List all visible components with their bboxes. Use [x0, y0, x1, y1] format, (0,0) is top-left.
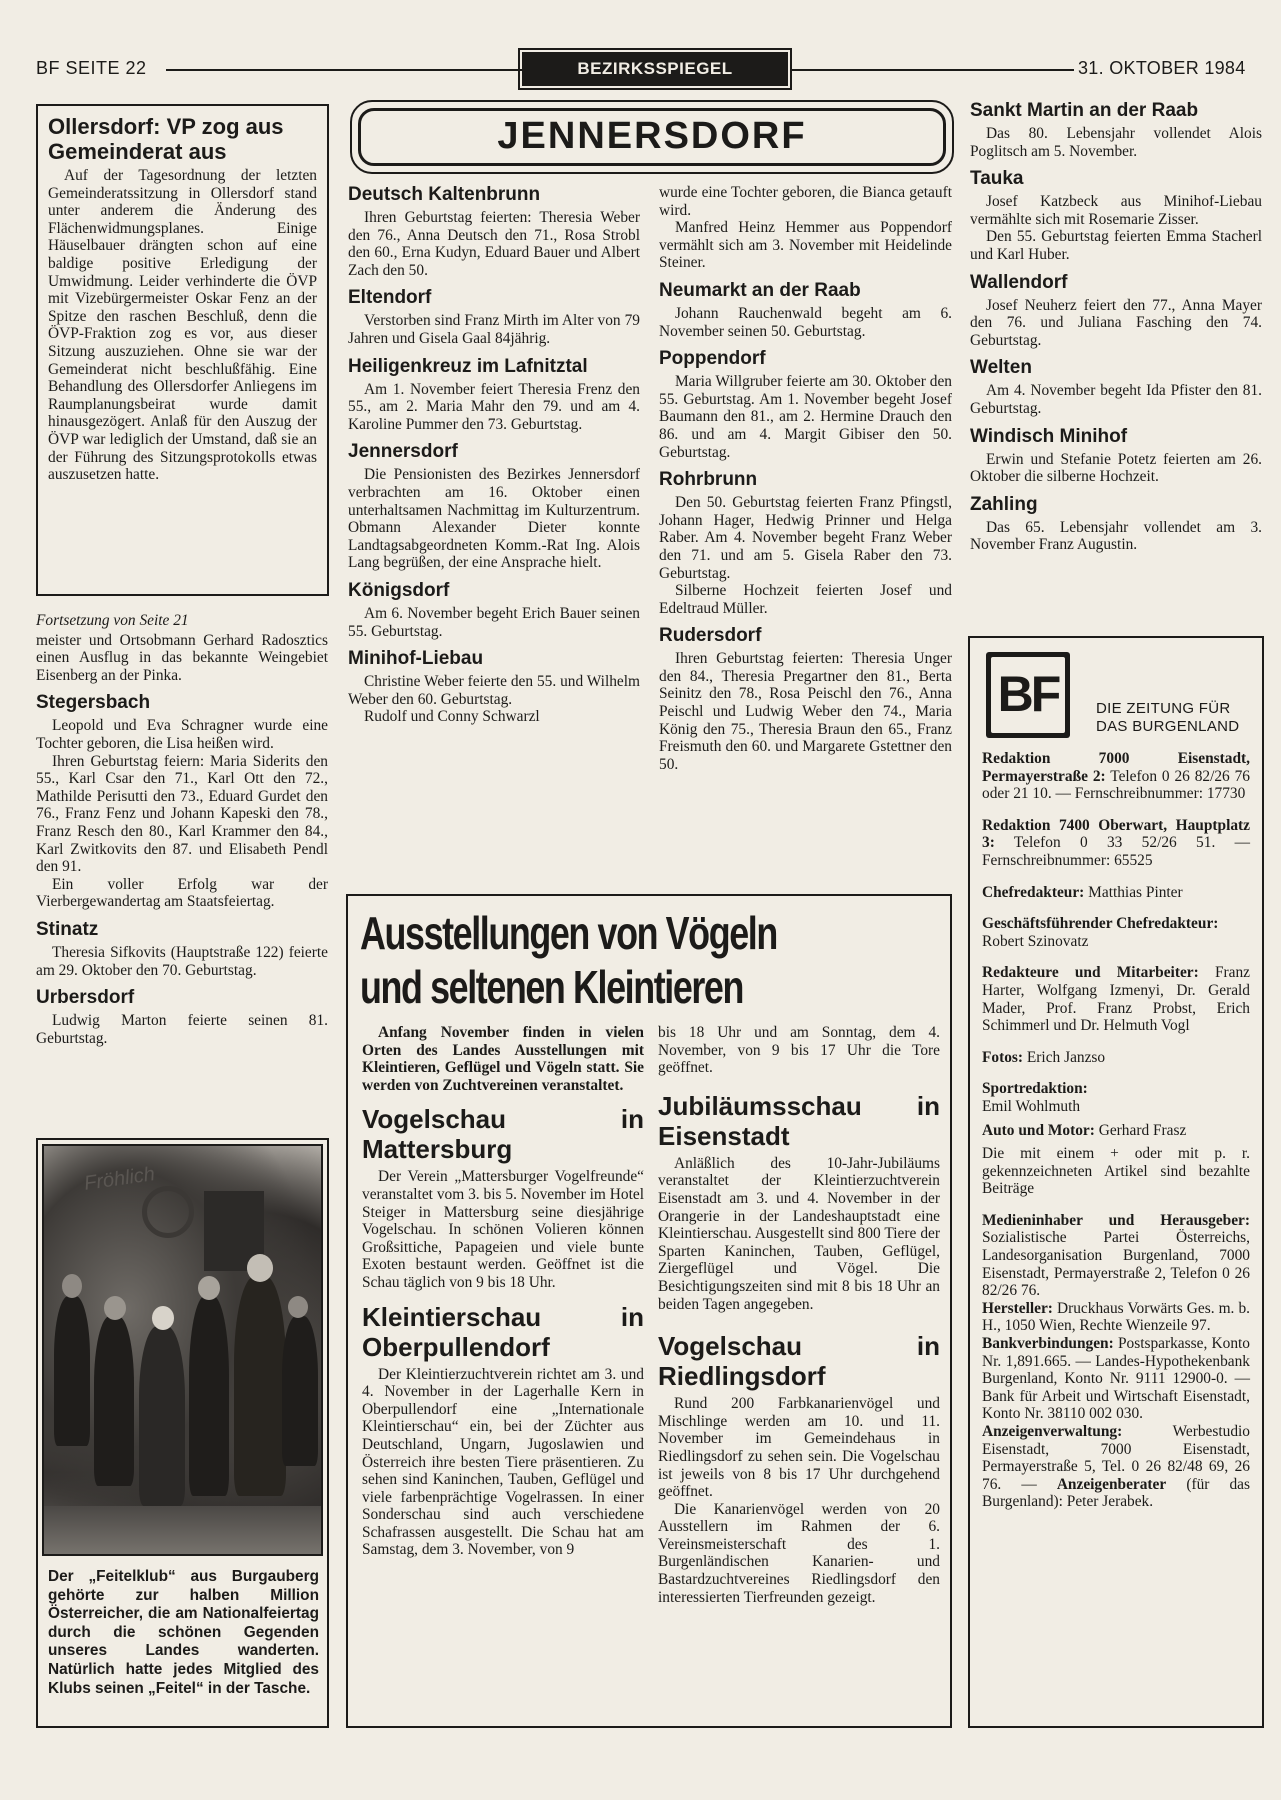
eisenstadt-head: Jubiläumsschau in Eisenstadt: [658, 1090, 940, 1151]
windisch-minihof-head: Windisch Minihof: [970, 425, 1128, 447]
chefredakteur: Chefredakteur: Matthias Pinter: [982, 883, 1183, 901]
koenigsdorf-head: Königsdorf: [348, 579, 450, 601]
face: [104, 1296, 126, 1320]
riedlingsdorf-p1: Rund 200 Farbkanarienvögel und Mischlinge werden am 10. und 11. November im Gemeindehaus in Riedlingsdorf zu sehen sein. Die Vogelschau ist jeweils von 8 bis 17 Uhr durchgehend geöffnet.: [658, 1395, 940, 1501]
deutsch-kaltenbrunn-head: Deutsch Kaltenbrunn: [348, 184, 541, 205]
stegersbach-p2: Ihren Geburtstag feiern: Maria Siderits den 55., Karl Csar den 71., Karl Ott den 72., Mathilde Perisutti den 73., Eduard Gurdet den 76., Franz Fenz und Johann Kapeski den 78., Franz Resch den 80., Karl Krammer den 84., Karl Zwitkovits den 87. und Elisabeth Pendl den 91.: [36, 752, 328, 876]
exhibition-title-line-2: und seltenen Kleintieren: [360, 961, 743, 1013]
sankt-martin-head: Sankt Martin an der Raab: [970, 100, 1199, 121]
stinatz-head: Stinatz: [36, 918, 99, 940]
figure: [139, 1326, 185, 1506]
tagline: [1096, 700, 1239, 736]
photo-sign: Fröhlich: [82, 1163, 157, 1195]
urbersdorf-text: Ludwig Marton feierte seinen 81. Geburtstag.: [36, 1012, 328, 1047]
ollersdorf-paragraph: Auf der Tagesordnung der letzten Gemeinderatssitzung in Ollersdorf stand unter anderem die Änderung des Flächenwidmungsplanes. Einige Häuselbauer drängten schon auf eine baldige positive Erledigung der Umwidmung. Leider verhinderte die ÖVP mit Vizebürgermeister Oskar Fenz an der Spitze den raschen Beschluß, denn die ÖVP-Fraktion zog es vor, aus dieser Sitzung auszuziehen. Ohne sie war der Gemeinderat nicht beschlußfähig. Eine Behandlung des Ollersdorfer Anliegens im Raumplanungsbeirat wurde damit hinausgezögert. Anlaß für den Auszug der ÖVP war lediglich der Umstand, daß sie an der Führung des Sitzungsprotokolls etwas auszusetzen hatte.: [48, 167, 317, 484]
sankt-martin-text: Das 80. Lebensjahr vollendet Alois Poglitsch am 5. November.: [970, 125, 1262, 160]
exhibition-title-line-1: Ausstellungen von Vögeln: [360, 907, 777, 959]
bf-logo-inner: [991, 657, 1065, 733]
jennersdorf-title: JENNERSDORF: [497, 115, 807, 157]
header-rule-left: [166, 69, 524, 71]
figure: [282, 1316, 318, 1466]
impressum-box: [968, 636, 1264, 1728]
rudersdorf-head: Rudersdorf: [659, 625, 762, 647]
impressum-text: [982, 750, 1250, 1511]
hikers-photo: [42, 1144, 323, 1556]
continuation-text: meister und Ortsobmann Gerhard Radosztics einen Ausflug in das bekannte Weingebiet Eisenberg an der Pinka.: [36, 631, 328, 684]
exhibition-col-1: [362, 1024, 644, 1559]
urbersdorf-head: Urbersdorf: [36, 987, 135, 1009]
section-label-text: BEZIRKSSPIEGEL: [577, 59, 733, 78]
redakteure: Redakteure und Mitarbeiter: Franz Harter, Wolfgang Izmenyi, Dr. Gerald Mader, Prof. Franz Probst, Erich Schimmerl und Dr. Helmuth Vogl: [982, 964, 1250, 1035]
redaktion-eisenstadt: Redaktion 7000 Eisenstadt, Permayerstraße 2: Telefon 0 26 82/26 76 oder 21 10. — Fernschreibnummer: 17730: [982, 750, 1250, 803]
tagline-line-2: DAS BURGENLAND: [1096, 718, 1240, 735]
bankverbindungen: Bankverbindungen: Postsparkasse, Konto Nr. 1,891.665. — Landes-Hypothekenbank Burgenland, Konto Nr. 9111 12900-0. — Bank für Arbeit und Wirtschaft Eisenstadt, Konto Nr. 38110 002 030.: [982, 1335, 1250, 1423]
bf-logo: [986, 652, 1070, 738]
rohrbrunn-p2: Silberne Hochzeit feierten Josef und Edeltraud Müller.: [659, 582, 952, 617]
deutsch-kaltenbrunn-text: Ihren Geburtstag feierten: Theresia Weber den 76., Anna Deutsch den 71., Rosa Strobl den 60., Erna Kudyn, Eduard Bauer und Albert Zach den 50.: [348, 209, 640, 279]
zahling-text: Das 65. Lebensjahr vollendet am 3. November Franz Augustin.: [970, 518, 1262, 554]
oberpullendorf-text: Der Kleintierzuchtverein richtet am 3. und 4. November in der Lagerhalle Kern in Oberpullendorf eine „Internationale Kleintierschau“ ein, bei der Züchter aus Deutschland, Ungarn, Jugoslawien und Österreich ihre besten Tiere präsentieren. Zu sehen sind Kaninchen, Tauben, Geflügel und viele farbenprächtige Vogelrassen. In einer Sonderschau sind auch verschiedene Schafrassen ausgestellt. Die Schau hat am Samstag, dem 3. November, von 9: [362, 1365, 644, 1559]
page-date: 31. OKTOBER 1984: [1078, 58, 1246, 78]
stegersbach-p1: Leopold und Eva Schragner wurde eine Tochter geboren, die Lisa heißen wird.: [36, 717, 328, 752]
oberpullendorf-head: Kleintierschau in Oberpullendorf: [362, 1301, 644, 1362]
heiligenkreuz-text: Am 1. November feiert Theresia Frenz den 55., am 2. Maria Mahr den 79. und am 4. Karoline Pummer den 73. Geburtstag.: [348, 380, 640, 433]
hemmer-wedding: Manfred Heinz Hemmer aus Poppendorf vermählt sich am 3. November mit Heidelinde Steiner.: [659, 219, 952, 272]
stinatz-text: Theresia Sifkovits (Hauptstraße 122) feierte am 29. Oktober den 70. Geburtstag.: [36, 943, 328, 979]
geschaeftsfuehrender-chefredakteur: Geschäftsführender Chefredakteur: Robert Szinovatz: [982, 915, 1219, 950]
tauka-p1: Josef Katzbeck aus Minihof-Liebau vermählte sich mit Rosemarie Zisser.: [970, 193, 1262, 228]
eltendorf-head: Eltendorf: [348, 287, 432, 309]
koenigsdorf-text: Am 6. November begeht Erich Bauer seinen 55. Geburtstag.: [348, 604, 640, 640]
anzeigenverwaltung: Anzeigenverwaltung: Werbestudio Eisenstadt, 7000 Eisenstadt, Permayerstraße 5, Tel. 0 26 82/48 69, 26 76. — Anzeigenberater (für das Burgenland): Peter Jerabek.: [982, 1423, 1250, 1511]
column-3-continuation: wurde eine Tochter geboren, die Bianca getauft wird.: [659, 184, 952, 219]
face: [198, 1276, 220, 1300]
jennersdorf-banner-inner: [358, 108, 946, 166]
ollersdorf-title: Ollersdorf: VP zog aus Gemeinderat aus: [48, 114, 284, 164]
bf-logo-text: BF: [997, 666, 1059, 722]
minihof-liebau-p2: Rudolf und Conny Schwarzl: [364, 708, 540, 726]
heiligenkreuz-head: Heiligenkreuz im Lafnitztal: [348, 355, 588, 377]
rohrbrunn-p1: Den 50. Geburtstag feierten Franz Pfingstl, Johann Hager, Hedwig Prinner und Helga Raber. Am 4. November begeht Franz Weber den 71. und am 5. Gisela Raber den 73. Geburtstag.: [659, 494, 952, 582]
eltendorf-text: Verstorben sind Franz Mirth im Alter von 79 Jahren und Gisela Gaal 84jährig.: [348, 312, 640, 347]
photo-ground: [44, 1506, 323, 1556]
photo-wheel: [142, 1186, 194, 1238]
face: [288, 1296, 308, 1318]
jennersdorf-banner: [350, 100, 954, 174]
face: [247, 1254, 273, 1282]
riedlingsdorf-p2: Die Kanarienvögel werden von 20 Ausstellern im Rahmen der 6. Vereinsmeisterschaft des 1. Burgenländischen Kanarien- und Bastardzuchtvereines Riedlingsdorf den interessierten Tierfreunden gezeigt.: [658, 1500, 940, 1606]
exhibition-lead: Anfang November finden in vielen Orten des Landes Ausstellungen mit Kleintieren, Geflügel und Vögeln statt. Sie werden von Zuchtvereinen veranstaltet.: [362, 1024, 644, 1094]
column-2: [348, 184, 640, 726]
section-label: [522, 52, 788, 86]
tauka-p2: Den 55. Geburtstag feierten Emma Stacherl und Karl Huber.: [970, 228, 1262, 263]
zahling-head: Zahling: [970, 493, 1038, 515]
continuation-label: Fortsetzung von Seite 21: [36, 612, 189, 629]
tauka-head: Tauka: [970, 168, 1024, 190]
header-rule-right: [792, 69, 1074, 71]
jennersdorf-text: Die Pensionisten des Bezirkes Jennersdorf verbrachten am 16. Oktober einen unterhaltsamen Nachmittag im Kulturzentrum. Obmann Alexander Dieter konnte Landtagsabgeordneten Komm.-Rat Ing. Alois Lang begrüßen, der eine Ansprache hielt.: [348, 466, 640, 572]
welten-text: Am 4. November begeht Ida Pfister den 81. Geburtstag.: [970, 382, 1262, 417]
exhibition-box: [346, 894, 952, 1728]
jennersdorf-head: Jennersdorf: [348, 441, 458, 463]
wallendorf-text: Josef Neuherz feiert den 77., Anna Mayer den 76. und Juliana Fasching den 74. Geburtstag.: [970, 296, 1262, 349]
sportredaktion: Sportredaktion: Emil Wohlmuth: [982, 1080, 1088, 1115]
photo-caption: Der „Feitelklub“ aus Burgauberg gehörte zur halben Million Österreicher, die am Nationalfeiertag durch die schönen Gegenden unseres Landes wanderten. Natürlich hatte jedes Mitglied des Klubs seinen „Feitel“ in der Tasche.: [48, 1568, 319, 1697]
hersteller: Hersteller: Druckhaus Vorwärts Ges. m. b. H., 1050 Wien, Rechte Wienzeile 97.: [982, 1299, 1251, 1335]
poppendorf-text: Maria Willgruber feierte am 30. Oktober den 55. Geburtstag. Am 1. November begeht Josef Baumann den 81., am 2. Hermine Drauch den 86. und am 4. Margit Gibiser den 50. Geburtstag.: [659, 373, 952, 461]
neumarkt-text: Johann Rauchenwald begeht am 6. November seinen 50. Geburtstag.: [659, 304, 952, 340]
left-column: [36, 612, 328, 1047]
riedlingsdorf-head: Vogelschau in Riedlingsdorf: [658, 1331, 940, 1392]
photo-box: [36, 1138, 329, 1728]
windisch-minihof-text: Erwin und Stefanie Potetz feierten am 26. Oktober die silberne Hochzeit.: [970, 450, 1262, 486]
wallendorf-head: Wallendorf: [970, 271, 1068, 293]
neumarkt-head: Neumarkt an der Raab: [659, 279, 861, 301]
minihof-liebau-head: Minihof-Liebau: [348, 648, 484, 670]
exhibition-col-2: [658, 1024, 940, 1606]
minihof-liebau-p1: Christine Weber feierte den 55. und Wilhelm Weber den 60. Geburtstag.: [348, 673, 640, 708]
exhibition-title: [360, 906, 937, 1014]
ollersdorf-text: [48, 167, 317, 484]
page-number: BF SEITE 22: [36, 58, 147, 78]
auto-motor: Auto und Motor: Gerhard Frasz: [982, 1121, 1187, 1139]
mattersburg-text: Der Verein „Mattersburger Vogelfreunde“ veranstaltet vom 3. bis 5. November im Hotel Steiger in Mattersburg seine diesjährige Vogelschau. In schönen Volieren können Großsittiche, Papageien und viele bunte Exoten bestaunt werden. Geöffnet ist die Schau täglich von 9 bis 18 Uhr.: [362, 1168, 644, 1291]
impressum-logo-row: [982, 650, 1250, 750]
rohrbrunn-head: Rohrbrunn: [659, 469, 758, 491]
ollersdorf-box: [36, 104, 329, 596]
figure: [234, 1276, 286, 1496]
stegersbach-head: Stegersbach: [36, 692, 151, 714]
column-4: [970, 100, 1262, 554]
stegersbach-p3: Ein voller Erfolg war der Vierbergewandertag am Staatsfeiertag.: [36, 875, 328, 911]
figure: [54, 1296, 90, 1446]
bezahlte-beitraege: Die mit einem + oder mit p. r. gekennzeichneten Artikel sind bezahlte Beiträge: [982, 1145, 1250, 1198]
welten-head: Welten: [970, 357, 1032, 379]
fotos: Fotos: Erich Janzso: [982, 1048, 1106, 1066]
figure: [94, 1316, 134, 1486]
mattersburg-head: Vogelschau in Mattersburg: [362, 1104, 644, 1165]
column-3: [659, 184, 952, 773]
rudersdorf-text: Ihren Geburtstag feierten: Theresia Unger den 84., Theresia Pregartner den 81., Berta Seinitz den 78., Rosa Peischl den 76., Anna Peischl und Ludwig Weber den 74., Maria König den 75., Theresia Braun den 65., Franz Freismuth den 60. und Margarete Gstettner den 50.: [659, 650, 952, 773]
medieninhaber: Medieninhaber und Herausgeber: Sozialistische Partei Österreichs, Landesorganisation Burgenland, 7000 Eisenstadt, Permayerstraße 2, Telefon 0 26 82/26 76.: [982, 1211, 1250, 1300]
redaktion-oberwart: Redaktion 7400 Oberwart, Hauptplatz 3: Telefon 0 33 52/26 51. — Fernschreibnummer: 65525: [982, 816, 1250, 869]
figure: [189, 1296, 229, 1496]
eisenstadt-text: Anläßlich des 10-Jahr-Jubiläums veranstaltet der Kleintierzuchtverein Eisenstadt am 3. und 4. November in der Orangerie in der Landeshauptstadt eine Kleintierschau. Ausgestellt sind 800 Tiere der Sparten Kaninchen, Tauben, Geflügel, Ziergeflügel und Vögel. Die Besichtigungszeiten sind mit 8 bis 18 Uhr an beiden Tagen angegeben.: [658, 1154, 940, 1313]
face: [152, 1306, 174, 1330]
tagline-line-1: DIE ZEITUNG FÜR: [1096, 700, 1231, 717]
oberpullendorf-continuation: bis 18 Uhr und am Sonntag, dem 4. November, von 9 bis 17 Uhr die Tore geöffnet.: [658, 1024, 940, 1077]
poppendorf-head: Poppendorf: [659, 348, 766, 370]
face: [62, 1274, 82, 1298]
